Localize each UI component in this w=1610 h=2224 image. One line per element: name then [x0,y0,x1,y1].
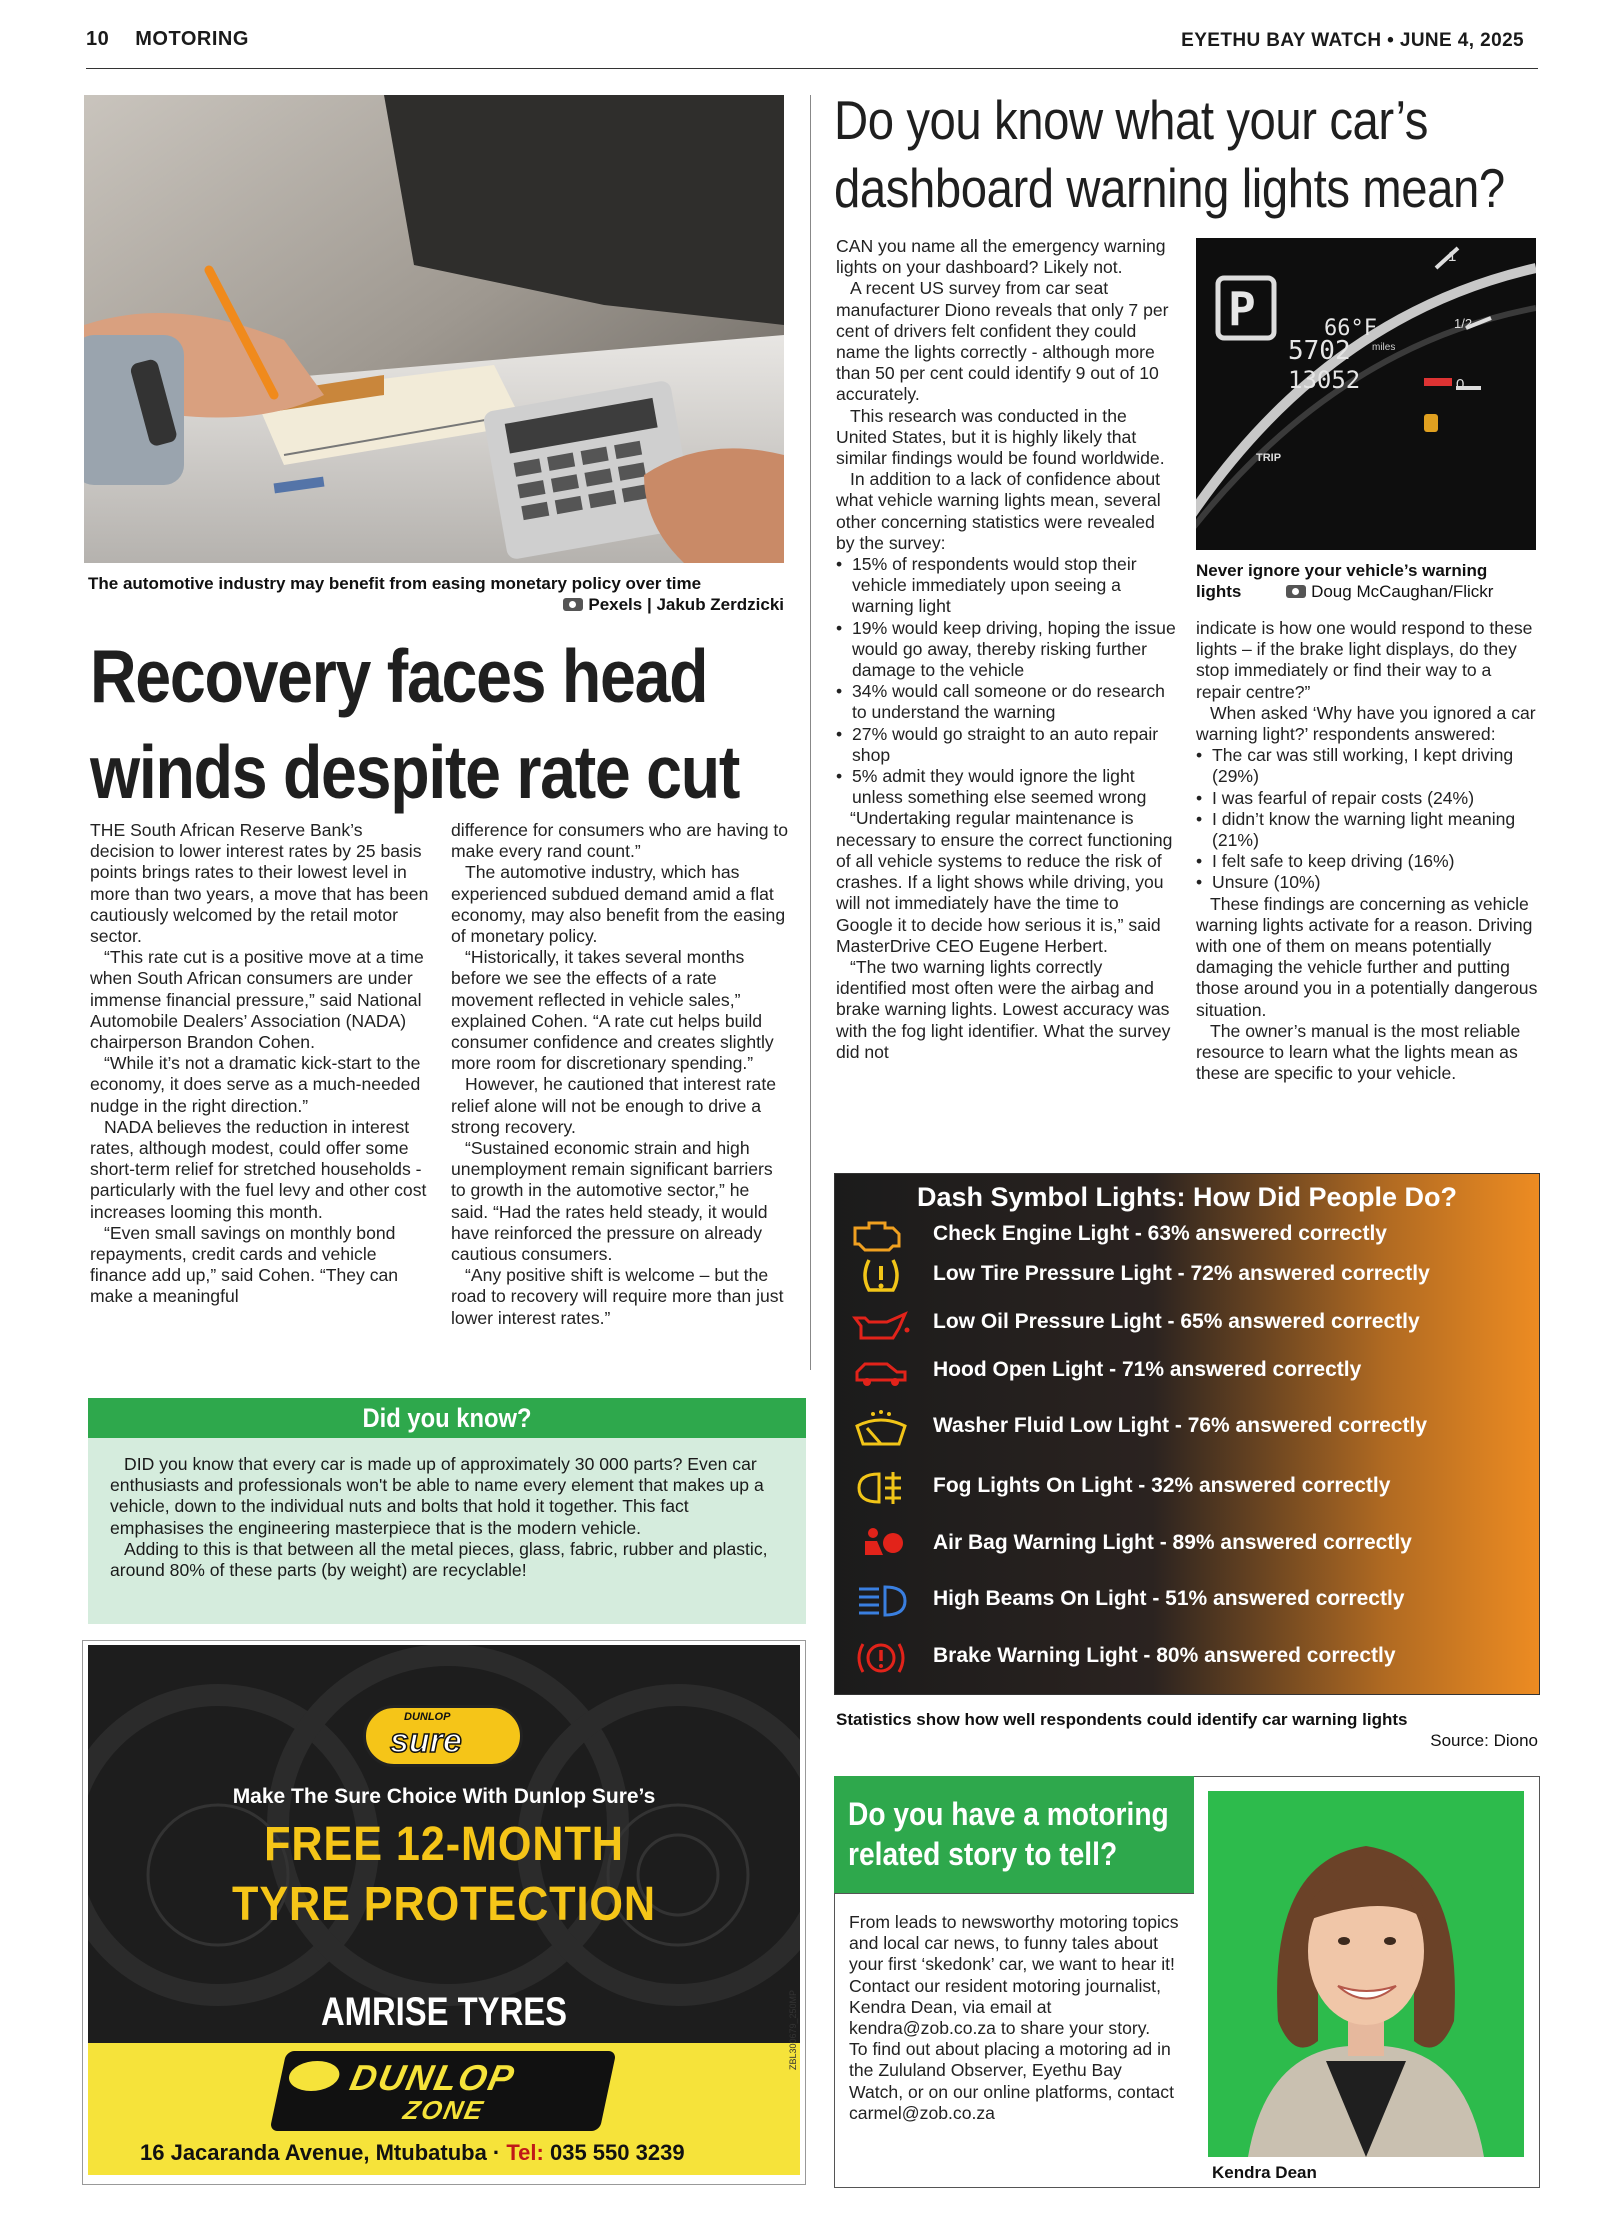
story-box-heading: Do you have a motoring related story to tell? [834,1776,1194,1894]
right-article-col1 [836,236,1176,1063]
dunlop-advert [88,1645,800,2175]
infographic-item-label: Hood Open Light - 71% answered correctly [933,1358,1362,1381]
infographic-item-label: Washer Fluid Low Light - 76% answered correctly [933,1414,1427,1437]
body-paragraph: “While it’s not a dramatic kick-start to the economy, it does serve as a much-needed nudge in the right direction.” [90,1053,421,1116]
dash-fuel-empty: 0 [1456,376,1465,393]
infographic-item-label: High Beams On Light - 51% answered correctly [933,1587,1405,1610]
dashboard-photo-caption: Never ignore your vehicle’s warning lights Doug McCaughan/Flickr [1196,561,1494,601]
list-item: • 15% of respondents would stop their vehicle immediately upon seeing a warning light [836,554,1176,618]
infographic-item-label: Low Oil Pressure Light - 65% answered correctly [933,1310,1420,1333]
right-article-col2 [1196,618,1540,1084]
body-paragraph: “Historically, it takes several months before we see the effects of a rate movement reflected in vehicle sales,” explained Cohen. “A rate cut helps build consumer confidence and creates slightly more room for discretionary spending.” [451,947,774,1074]
infographic-title: Dash Symbol Lights: How Did People Do? [916,1182,1458,1212]
ad-offer-line1: FREE 12-MONTH [264,1818,624,1871]
dash-symbols-infographic [834,1173,1540,1695]
body-paragraph: “Any positive shift is welcome – but the road to recovery will require more than just lower interest rates.” [451,1265,784,1328]
list-item: • I was fearful of repair costs (24%) [1196,788,1540,809]
body-paragraph: indicate is how one would respond to these lights – if the brake light displays, do they stop immediately or find their way to a repair centre?” [1196,618,1533,702]
list-item: • Unsure (10%) [1196,872,1540,893]
dashboard-photo [1196,238,1536,550]
oil-can-icon [851,1304,911,1344]
right-headline: Do you know what your car’s dashboard warning lights mean? [834,89,1505,219]
fog-light-icon [851,1468,911,1508]
left-article-col1 [90,820,430,1308]
body-paragraph: In addition to a lack of confidence about what vehicle warning lights mean, several other concerning statistics were revealed by the survey: [836,469,1161,553]
infographic-item-label: Check Engine Light - 63% answered correctly [933,1222,1387,1245]
finance-photo [84,95,784,563]
body-paragraph: To find out about placing a motoring ad in the Zululand Observer, Eyethu Bay Watch, or on our online platforms, contact carmel@zob.co.za [849,2039,1174,2123]
dunlop-sure-logo: DUNLOP sure [363,1705,523,1767]
body-paragraph: From leads to newsworthy motoring topics and local car news, to funny tales about your first ‘skedonk’ car, we want to hear it! Contact our resident motoring journalist, Kendra Dean, via email at kendra@zob.co.za to share your story. [849,1912,1179,2039]
body-paragraph: “Undertaking regular maintenance is necessary to ensure the correct functioning of all vehicle systems to reduce the risk of crashes. If a light shows while driving, you will not immediately have the time to Google it to decide how serious it is,” said MasterDrive CEO Eugene Herbert. [836,808,1173,956]
tire-pressure-icon [851,1256,911,1296]
dash-trip-label: TRIP [1256,452,1282,464]
did-you-know-box [88,1438,806,1624]
washer-fluid-icon [851,1408,911,1448]
dateline: EYETHU BAY WATCH • JUNE 4, 2025 [1181,30,1524,51]
dash-temp: 66°F [1324,316,1377,341]
list-item: • 34% would call someone or do research to understand the warning [836,681,1176,723]
body-paragraph: This research was conducted in the United States, but it is highly likely that similar findings would be found worldwide. [836,405,1165,469]
body-paragraph: These findings are concerning as vehicle warning lights activate for a reason. Driving with one of them on means potentially damaging the vehicle further and putting those around you in a potentially dangerous situation. [1196,893,1538,1020]
body-paragraph: However, he cautioned that interest rate relief alone will not be enough to drive a strong recovery. [451,1074,777,1137]
infographic-item-label: Low Tire Pressure Light - 72% answered correctly [933,1262,1430,1285]
camera-icon [563,598,583,611]
dunlop-zone-logo: DUNLOP ZONE [269,2051,616,2131]
infographic-item-label: Fog Lights On Light - 32% answered correctly [933,1474,1391,1497]
list-item: • I felt safe to keep driving (16%) [1196,851,1540,872]
infographic-item-label: Air Bag Warning Light - 89% answered correctly [933,1531,1412,1554]
infographic-item-label: Brake Warning Light - 80% answered correctly [933,1644,1396,1667]
bullet-list [1196,745,1540,893]
list-item: • 27% would go straight to an auto repair shop [836,724,1176,766]
airbag-icon [851,1525,911,1565]
list-item: • 5% admit they would ignore the light unless something else seemed wrong [836,766,1176,808]
dash-gear: P [1228,282,1256,336]
bullet-list [836,554,1176,808]
infographic-source: Source: Diono [1430,1731,1538,1750]
body-paragraph: “This rate cut is a positive move at a time when South African consumers are under immense financial pressure,” said National Automobile Dealers’ Association (NADA) chairperson Brandon Cohen. [90,947,424,1053]
finance-photo-caption: The automotive industry may benefit from easing monetary policy over time Pexels | Jakub Zerdzicki [88,574,784,614]
header-rule [86,68,1538,69]
dash-trip-readout: 13052 [1288,366,1361,394]
ad-code: ZBL300679_250MP [788,1989,798,2070]
dash-fuel-full: 1 [1448,248,1457,265]
list-item: • I didn’t know the warning light meaning (21%) [1196,809,1540,851]
check-engine-icon [851,1216,911,1256]
body-paragraph: CAN you name all the emergency warning lights on your dashboard? Likely not. [836,236,1166,278]
story-box-rule [834,1893,1194,1894]
left-article-col2 [451,820,791,1329]
infographic-caption: Statistics show how well respondents could identify car warning lights Source: Diono [836,1710,1538,1750]
dunlop-flying-d-icon [286,2061,342,2091]
body-paragraph: “Sustained economic strain and high unemployment remain significant barriers to growth in the automotive sector,” he said. “Had the rates held steady, it would have reinforced the pressure on already cautious consumers. [451,1138,773,1265]
dash-miles-unit: miles [1372,342,1396,353]
page-number: 10 [86,28,110,50]
portrait-caption: Kendra Dean [1212,2163,1317,2182]
camera-icon [1286,585,1306,598]
dash-fuel-half: 1/2 [1454,316,1473,331]
hood-open-icon [851,1352,911,1392]
body-paragraph: Adding to this is that between all the metal pieces, glass, fabric, rubber and plastic, around 80% of these parts (by weight) are recyclable! [110,1538,768,1581]
ad-tagline: Make The Sure Choice With Dunlop Sure’s [232,1785,656,1808]
ad-dealer-name: AMRISE TYRES [320,1990,568,2034]
dash-odometer: 5702 [1288,336,1351,366]
kendra-dean-portrait [1208,1791,1524,2157]
story-box-body [849,1912,1179,2124]
body-paragraph: DID you know that every car is made up of approximately 30 000 parts? Even car enthusiasts and professionals won't be able to name every element that makes up a vehicle, down to the individual nuts and bolts that hold it together. This fact emphasises the engineering masterpiece that is the modern vehicle. [110,1454,764,1538]
did-you-know-heading: Did you know? [88,1398,806,1438]
body-paragraph: “Even small savings on monthly bond repayments, credit cards and vehicle finance add up,” said Cohen. “They can make a meaningful [90,1222,399,1307]
body-paragraph: THE South African Reserve Bank’s decision to lower interest rates by 25 basis points brings rates to their lowest level in more than two years, a move that has been cautiously welcomed by the retail motor sector. [90,820,429,947]
high-beam-icon [851,1581,911,1621]
ad-offer-line2: TYRE PROTECTION [232,1878,656,1931]
page-folio [86,28,275,51]
body-paragraph: The owner’s manual is the most reliable resource to learn what the lights mean as these are specific to your vehicle. [1196,1020,1521,1084]
left-headline: Recovery faces head winds despite rate cut [90,634,740,814]
brake-warning-icon [851,1638,911,1678]
photo-credit: Pexels | Jakub Zerdzicki [588,595,784,614]
ad-address-line: 16 Jacaranda Avenue, Mtubatuba · Tel: 035 550 3239 [140,2140,685,2165]
body-paragraph: “The two warning lights correctly identified most often were the airbag and brake warning lights. Lowest accuracy was with the fog light identifier. What the survey did not [836,956,1171,1062]
section-name: MOTORING [135,28,249,50]
list-item: • 19% would keep driving, hoping the issue would go away, thereby risking further damage to the vehicle [836,618,1176,682]
body-paragraph: NADA believes the reduction in interest rates, although modest, could offer some short-term relief for stretched households - particularly with the fuel levy and other cost increases looming this month. [90,1116,427,1222]
body-paragraph: difference for consumers who are having to make every rand count.” [451,820,789,862]
body-paragraph: When asked ‘Why have you ignored a car warning light?’ respondents answered: [1196,702,1536,745]
list-item: • The car was still working, I kept driving (29%) [1196,745,1540,787]
body-paragraph: A recent US survey from car seat manufacturer Diono reveals that only 7 per cent of drivers felt confident they could name the lights correctly - although more than 50 per cent could identify 9 out of 10 accurately. [836,278,1169,405]
body-paragraph: The automotive industry, which has experienced subdued demand amid a flat economy, may also benefit from the easing of monetary policy. [451,862,786,947]
column-divider [810,95,811,1370]
